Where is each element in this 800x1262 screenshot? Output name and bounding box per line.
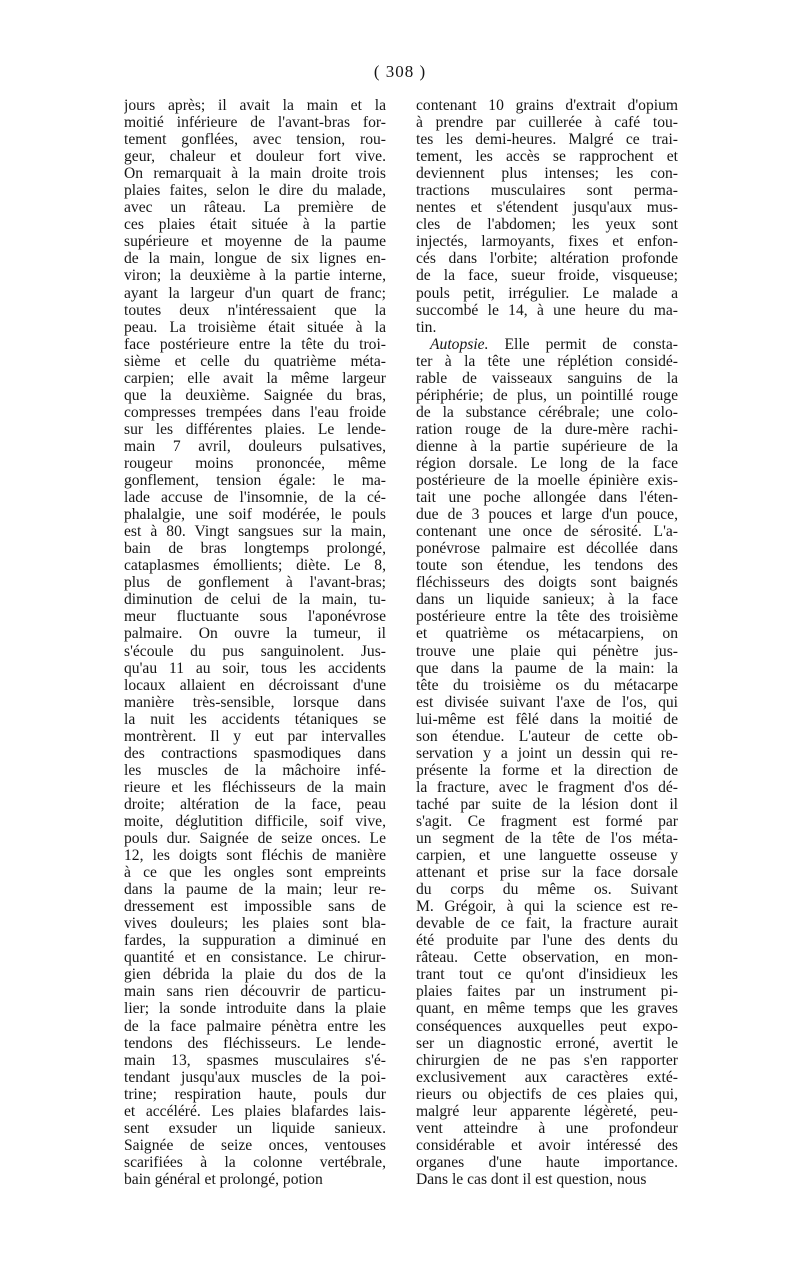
text-line: que la deuxième. Saignée du bras,	[124, 386, 386, 404]
text-line: à ce que les ongles sont empreints	[124, 864, 386, 882]
text-line: attenant et prise sur la face dorsale	[416, 864, 678, 882]
text-line: ponévrose palmaire est décollée dans	[416, 540, 678, 558]
text-line: et quatrième os métacarpiens, on	[416, 625, 678, 643]
text-line: main 7 avril, douleurs pulsatives,	[124, 437, 386, 455]
text-line: dans un liquide sanieux; à la face	[416, 591, 678, 609]
text-line: compresses trempées dans l'eau froide	[124, 403, 386, 421]
text-line: postérieure de la moelle épinière exis-	[416, 472, 678, 490]
text-line: râteau. Cette observation, en mon-	[416, 949, 678, 967]
text-line: de la face palmaire pénètra entre les	[124, 1017, 386, 1035]
text-line: cés dans l'orbite; altération profonde	[416, 250, 678, 268]
text-line: injectés, larmoyants, fixes et enfon-	[416, 233, 678, 251]
text-line: taché par suite de la lésion dont il	[416, 795, 678, 813]
text-line: servation y a joint un dessin qui re-	[416, 744, 678, 762]
text-line: malgré leur apparente légèreté, peu-	[416, 1102, 678, 1120]
text-line: jours après; il avait la main et la	[124, 97, 386, 114]
text-line: moite, déglutition difficile, soif vive,	[124, 812, 386, 830]
text-line: viron; la deuxième à la partie interne,	[124, 267, 386, 285]
text-line: toute son étendue, les tendons des	[416, 557, 678, 575]
text-line: du corps du même os. Suivant	[416, 881, 678, 899]
text-line: avec un râteau. La première de	[124, 199, 386, 217]
text-line: devable de ce fait, la fracture aurait	[416, 915, 678, 933]
text-line: tendons des fléchisseurs. Le lende-	[124, 1034, 386, 1052]
text-line: plus de gonflement à l'avant-bras;	[124, 574, 386, 592]
text-line: On remarquait à la main droite trois	[124, 165, 386, 183]
text-line: quantité et en consistance. Le chirur-	[124, 949, 386, 967]
text-line: nentes et s'étendent jusqu'aux mus-	[416, 199, 678, 217]
text-line: son étendue. L'auteur de cette ob-	[416, 727, 678, 745]
text-line: bain général et prolongé, potion	[124, 1170, 323, 1188]
text-line: sur les différentes plaies. Le lende-	[124, 420, 386, 438]
text-line: ser un diagnostic erroné, avertit le	[416, 1034, 678, 1052]
text-line: à prendre par cuillerée à café tou-	[416, 114, 678, 132]
text-line: scarifiées à la colonne vertébrale,	[124, 1153, 386, 1171]
text-line: Autopsie. Elle permit de consta-	[430, 335, 678, 353]
text-line: vent atteindre à une profondeur	[416, 1119, 678, 1137]
text-line: des contractions spasmodiques dans	[124, 744, 386, 762]
text-line: tendant jusqu'aux muscles de la poi-	[124, 1068, 386, 1086]
text-line: diminution de celui de la main, tu-	[124, 591, 386, 609]
text-line: pouls dur. Saignée de seize onces. Le	[124, 830, 386, 848]
text-line: tin.	[416, 318, 437, 336]
text-line: succombé le 14, à une heure du ma-	[416, 301, 678, 319]
text-line: due de 3 pouces et large d'un pouce,	[416, 506, 678, 524]
text-line: chirurgien de ne pas s'en rapporter	[416, 1051, 678, 1069]
text-line: supérieure et moyenne de la paume	[124, 233, 386, 251]
text-line: la nuit les accidents tétaniques se	[124, 710, 386, 728]
text-line: de la substance cérébrale; une colo-	[416, 403, 678, 421]
text-line: les muscles de la mâchoire infé-	[124, 761, 386, 779]
text-line: cataplasmes émollients; diète. Le 8,	[124, 557, 386, 575]
text-line: postérieure entre la tête des troisième	[416, 608, 678, 626]
text-line: moitié inférieure de l'avant-bras for-	[124, 114, 386, 132]
left-text-column	[124, 97, 386, 1188]
text-line: tractions musculaires sont perma-	[416, 182, 678, 200]
text-line: de la face, sueur froide, visqueuse;	[416, 267, 678, 285]
text-line: lui-même est fêlé dans la moitié de	[416, 710, 678, 728]
text-line: vives douleurs; les plaies sont bla-	[124, 915, 386, 933]
text-line: phalalgie, une soif modérée, le pouls	[124, 506, 386, 524]
text-line: quant, en même temps que les graves	[416, 1000, 678, 1018]
text-line: cles de l'abdomen; les yeux sont	[416, 216, 678, 234]
text-line: manière très-sensible, lorsque dans	[124, 693, 386, 711]
text-line: tement gonflées, avec tension, rou-	[124, 131, 386, 149]
text-line: périphérie; de plus, un pointillé rouge	[416, 386, 678, 404]
text-line: plaies faites, selon le dire du malade,	[124, 182, 386, 200]
text-line: tête du troisième os du métacarpe	[416, 676, 678, 694]
text-line: Dans le cas dont il est question, nous	[416, 1170, 647, 1188]
text-line: 12, les doigts sont fléchis de manière	[124, 847, 386, 865]
text-line: meur fluctuante sous l'aponévrose	[124, 608, 386, 626]
text-line: région dorsale. Le long de la face	[416, 454, 678, 472]
text-line: rieure et les fléchisseurs de la main	[124, 778, 386, 796]
text-line: main 13, spasmes musculaires s'é-	[124, 1051, 386, 1069]
text-line: dressement est impossible sans de	[124, 898, 386, 916]
text-line: face postérieure entre la tête du troi-	[124, 335, 386, 353]
text-line: carpien; elle avait la même largeur	[124, 369, 386, 387]
text-line: gonflement, tension égale: le ma-	[124, 472, 386, 490]
text-line: été produite par l'une des dents du	[416, 932, 678, 950]
text-line: ces plaies était située à la partie	[124, 216, 386, 234]
text-line: que dans la paume de la main: la	[416, 659, 678, 677]
text-line: carpien, et une languette osseuse y	[416, 847, 678, 865]
text-line: gien débrida la plaie du dos de la	[124, 966, 386, 984]
text-line: sent exsuder un liquide sanieux.	[124, 1119, 386, 1137]
section-heading-autopsie: Autopsie.	[430, 335, 489, 353]
text-line: trine; respiration haute, pouls dur	[124, 1085, 386, 1103]
text-line: la fracture, avec le fragment d'os dé-	[416, 778, 678, 796]
text-line: présente la forme et la direction de	[416, 761, 678, 779]
text-line: fardes, la suppuration a diminué en	[124, 932, 386, 950]
text-line: tement, les accès se rapprochent et	[416, 148, 678, 166]
text-line: lade accuse de l'insomnie, de la cé-	[124, 489, 386, 507]
text-line: tes les demi-heures. Malgré ce trai-	[416, 131, 678, 149]
text-line: contenant 10 grains d'extrait d'opium	[416, 97, 678, 114]
text-line: conséquences auxquelles peut expo-	[416, 1017, 678, 1035]
text-line: plaies faites par un instrument pi-	[416, 983, 678, 1001]
text-line: sième et celle du quatrième méta-	[124, 352, 386, 370]
text-line: deviennent plus intenses; les con-	[416, 165, 678, 183]
text-line: peau. La troisième était située à la	[124, 318, 386, 336]
text-line: ayant la largeur d'un quart de franc;	[124, 284, 386, 302]
text-line: fléchisseurs des doigts sont baignés	[416, 574, 678, 592]
text-line: lier; la sonde introduite dans la plaie	[124, 1000, 386, 1018]
text-line: palmaire. On ouvre la tumeur, il	[124, 625, 386, 643]
text-line: dienne à la partie supérieure de la	[416, 437, 678, 455]
text-line: considérable et avoir intéressé des	[416, 1136, 678, 1154]
text-line: exclusivement aux caractères exté-	[416, 1068, 678, 1086]
text-line: de la main, longue de six lignes en-	[124, 250, 386, 268]
text-line: M. Grégoir, à qui la science est re-	[416, 898, 678, 916]
text-line: est à 80. Vingt sangsues sur la main,	[124, 523, 386, 541]
page-number: ( 308 )	[373, 62, 427, 81]
text-line: Saignée de seize onces, ventouses	[124, 1136, 386, 1154]
text-line: rable de vaisseaux sanguins de la	[416, 369, 678, 387]
text-line: s'écoule du pus sanguinolent. Jus-	[124, 642, 386, 660]
text-line: rougeur moins prononcée, même	[124, 454, 386, 472]
text-line: un segment de la tête de l'os méta-	[416, 830, 678, 848]
text-line: est divisée suivant l'axe de l'os, qui	[416, 693, 678, 711]
right-text-column	[416, 97, 678, 1188]
text-line: main sans rien découvrir de particu-	[124, 983, 386, 1001]
text-line: rieurs ou objectifs de ces plaies qui,	[416, 1085, 678, 1103]
text-line: montrèrent. Il y eut par intervalles	[124, 727, 386, 745]
text-line: pouls petit, irrégulier. Le malade a	[416, 284, 678, 302]
text-line: contenant une once de sérosité. L'a-	[416, 523, 678, 541]
text-line: et accéléré. Les plaies blafardes lais-	[124, 1102, 386, 1120]
text-line: toutes deux n'intéressaient que la	[124, 301, 386, 319]
text-line: bain de bras longtemps prolongé,	[124, 540, 386, 558]
text-line: tait une poche allongée dans l'éten-	[416, 489, 678, 507]
text-line: ration rouge de la dure-mère rachi-	[416, 420, 678, 438]
text-line: droite; altération de la face, peau	[124, 795, 386, 813]
text-line: organes d'une haute importance.	[416, 1153, 678, 1171]
text-line: dans la paume de la main; leur re-	[124, 881, 386, 899]
text-line: trouve une plaie qui pénètre jus-	[416, 642, 678, 660]
text-line: ter à la tête une réplétion considé-	[416, 352, 678, 370]
text-line: locaux allaient en décroissant d'une	[124, 676, 386, 694]
text-line: s'agit. Ce fragment est formé par	[416, 812, 678, 830]
text-line: trant tout ce qu'ont d'insidieux les	[416, 966, 678, 984]
text-line: geur, chaleur et douleur fort vive.	[124, 148, 386, 166]
text-line: qu'au 11 au soir, tous les accidents	[124, 659, 386, 677]
